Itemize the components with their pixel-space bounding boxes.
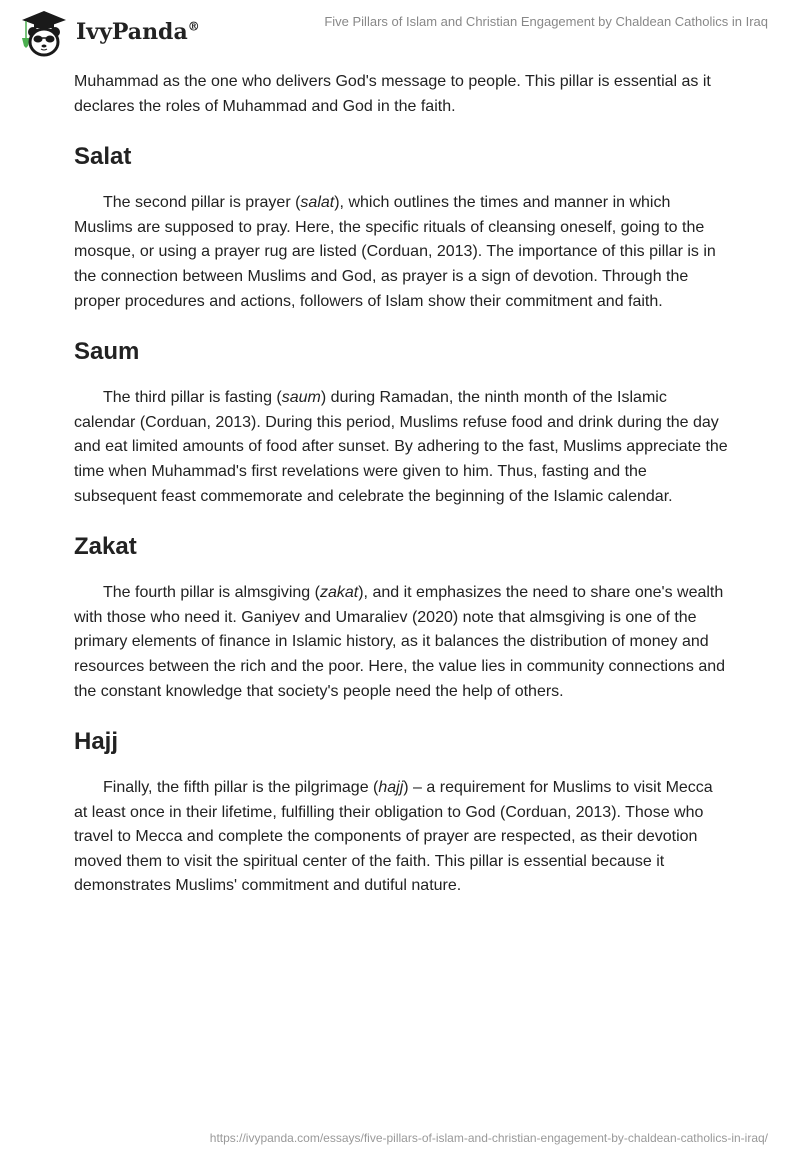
section-heading-zakat: Zakat — [74, 533, 137, 561]
section-paragraph-hajj — [74, 776, 730, 899]
document-title: Five Pillars of Islam and Christian Engagement by Chaldean Catholics in Iraq — [324, 14, 768, 29]
text-span: ) during Ramadan, the ninth month of the Islamic calendar (Corduan, 2013). During this period, Muslims refuse food and drink during the day and eat limited amounts of food after sunset. By adhering to the fast, Muslims appreciate the time when Muhammad's first revelations were given to him. Thus, fasting and the subsequent feast commemorate and celebrate the beginning of the Islamic calendar. — [74, 389, 728, 505]
section-paragraph-salat — [74, 191, 730, 314]
registered-mark: ® — [187, 19, 200, 34]
text-span: The fourth pillar is almsgiving ( — [103, 584, 320, 602]
text-span: Finally, the fifth pillar is the pilgrimage ( — [103, 779, 379, 797]
panda-graduate-icon — [14, 6, 74, 58]
section-heading-salat: Salat — [74, 143, 132, 171]
page-header — [0, 0, 800, 60]
section-paragraph-zakat — [74, 581, 730, 704]
text-span: ), which outlines the times and manner in which Muslims are supposed to pray. Here, the specific rituals of cleansing oneself, going to the mosque, or using a prayer rug are listed (Corduan, 2013). The importance of this pillar is in the connection between Muslims and God, as prayer is a sign of devotion. Through the proper procedures and actions, followers of Islam show their commitment and faith. — [74, 194, 716, 310]
logo-wordmark — [76, 19, 200, 45]
text-span: ), and it emphasizes the need to share one's wealth with those who need it. Ganiyev and Umaraliev (2020) note that almsgiving is one of the primary elements of finance in Islamic history, as it balances the distribution of money and resources between the rich and the poor. Here, the value lies in community connections and the constant knowledge that society's people need the help of others. — [74, 584, 726, 700]
logo-text: IvyPanda — [76, 19, 188, 45]
section-heading-saum: Saum — [74, 338, 140, 366]
intro-paragraph: Muhammad as the one who delivers God's message to people. This pillar is essential as it declares the roles of Muhammad and God in the faith. — [74, 73, 711, 115]
text-span: The third pillar is fasting ( — [103, 389, 282, 407]
ivypanda-logo[interactable] — [14, 6, 200, 58]
italic-term: saum — [281, 389, 321, 407]
italic-term: salat — [300, 194, 335, 212]
section-heading-hajj: Hajj — [74, 728, 119, 756]
text-span: The second pillar is prayer ( — [103, 194, 301, 212]
section-paragraph-saum — [74, 386, 730, 509]
source-url[interactable]: https://ivypanda.com/essays/five-pillars-of-islam-and-christian-engagement-by-chaldean-catholics-in-iraq/ — [209, 1131, 768, 1145]
text-span: ) – a requirement for Muslims to visit Mecca at least once in their lifetime, fulfilling their obligation to God (Corduan, 2013). Those who travel to Mecca and complete the components of prayer are respected, as their devotion moved them to visit the spiritual center of the faith. This pillar is essential because it demonstrates Muslims' commitment and dutiful nature. — [74, 779, 713, 895]
essay-content — [74, 70, 730, 899]
italic-term: hajj — [378, 779, 404, 797]
italic-term: zakat — [319, 584, 359, 602]
